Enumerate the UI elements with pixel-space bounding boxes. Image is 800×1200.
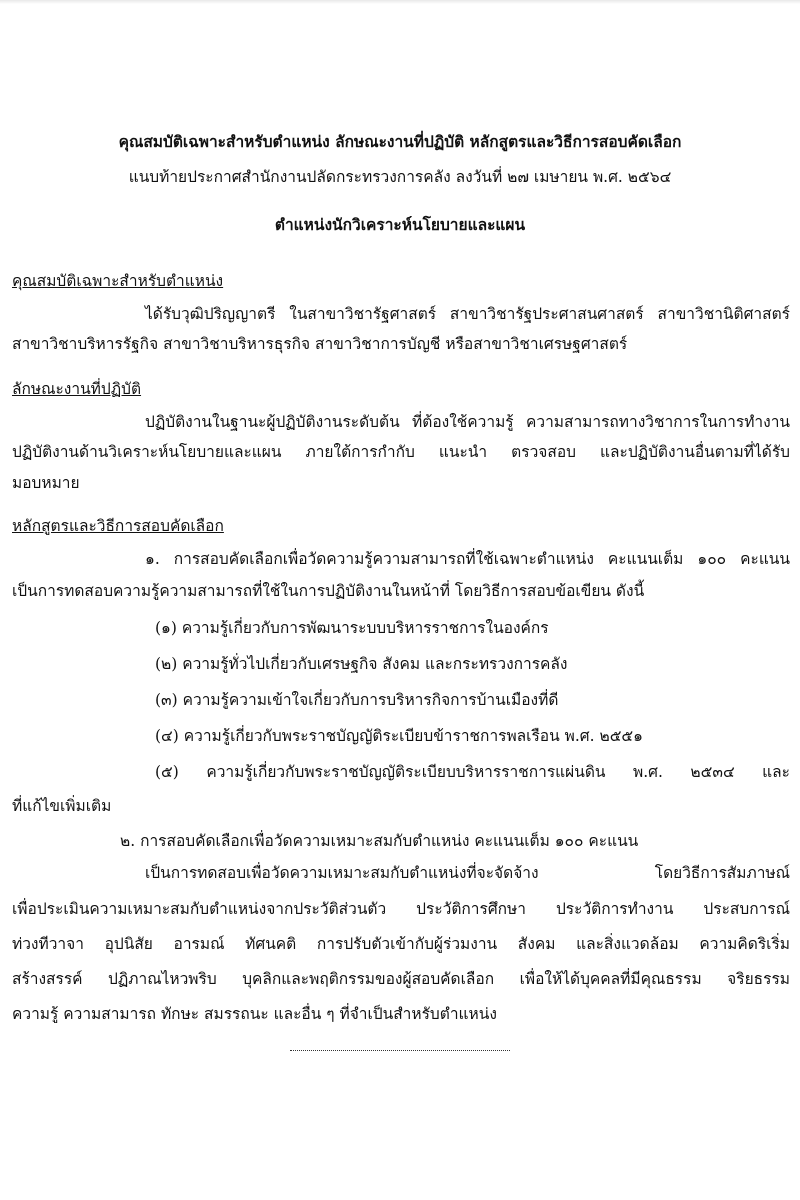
document-title: คุณสมบัติเฉพาะสำหรับตำแหน่ง ลักษณะงานที่ปฏิบัติ หลักสูตรและวิธีการสอบคัดเลือก [118, 132, 682, 151]
exam-heading: หลักสูตรและวิธีการสอบคัดเลือก [12, 517, 224, 535]
duties-heading: ลักษณะงานที่ปฏิบัติ [12, 380, 142, 398]
exam-part2-line-1: เป็นการทดสอบเพื่อวัดความเหมาะสมกับตำแหน่งที่จะจัดจ้าง โดยวิธีการสัมภาษณ์ [145, 864, 790, 882]
exam-topic-1: (๑) ความรู้เกี่ยวกับการพัฒนาระบบบริหารราชการในองค์กร [155, 619, 549, 637]
exam-part2-line-5: ความรู้ ความสามารถ ทักษะ สมรรถนะ และอื่น ๆ ที่จำเป็นสำหรับตำแหน่ง [12, 1005, 497, 1023]
closing-dotted-line [290, 1050, 510, 1051]
exam-part1-line-1: ๑. การสอบคัดเลือกเพื่อวัดความรู้ความสามารถที่ใช้เฉพาะตำแหน่ง คะแนนเต็ม ๑๐๐ คะแนน [145, 550, 790, 568]
exam-topic-5-continued: ที่แก้ไขเพิ่มเติม [12, 797, 112, 815]
position-title: ตำแหน่งนักวิเคราะห์นโยบายและแผน [274, 215, 526, 234]
exam-topic-2: (๒) ความรู้ทั่วไปเกี่ยวกับเศรษฐกิจ สังคม และกระทรวงการคลัง [155, 655, 568, 673]
exam-part2-line-3: ท่วงทีวาจา อุปนิสัย อารมณ์ ทัศนคติ การปรับตัวเข้ากับผู้ร่วมงาน สังคม และสิ่งแวดล้อม ความคิดริเริ่ม [12, 935, 790, 953]
exam-part1-line-2: เป็นการทดสอบความรู้ความสามารถที่ใช้ในการปฏิบัติงานในหน้าที่ โดยวิธีการสอบข้อเขียน ดังนี้ [12, 582, 645, 600]
exam-part2-line-2: เพื่อประเมินความเหมาะสมกับตำแหน่งจากประวัติส่วนตัว ประวัติการศึกษา ประวัติการทำงาน ประสบการณ์ [12, 900, 790, 918]
qualifications-line-2: สาขาวิชาบริหารรัฐกิจ สาขาวิชาบริหารธุรกิจ สาขาวิชาการบัญชี หรือสาขาวิชาเศรษฐศาสตร์ [12, 335, 628, 353]
exam-topic-4: (๔) ความรู้เกี่ยวกับพระราชบัญญัติระเบียบข้าราชการพลเรือน พ.ศ. ๒๕๕๑ [155, 727, 643, 745]
exam-topic-3: (๓) ความรู้ความเข้าใจเกี่ยวกับการบริหารกิจการบ้านเมืองที่ดี [155, 691, 559, 709]
scan-edge [0, 0, 800, 4]
exam-part2-line-4: สร้างสรรค์ ปฏิภาณไหวพริบ บุคลิกและพฤติกรรมของผู้สอบคัดเลือก เพื่อให้ได้บุคคลที่มีคุณธรรม จริยธรรม [12, 970, 790, 988]
qualifications-line-1: ได้รับวุฒิปริญญาตรี ในสาขาวิชารัฐศาสตร์ สาขาวิชารัฐประศาสนศาสตร์ สาขาวิชานิติศาสตร์ [145, 305, 790, 323]
duties-line-3: มอบหมาย [12, 474, 80, 492]
duties-line-2: ปฏิบัติงานด้านวิเคราะห์นโยบายและแผน ภายใต้การกำกับ แนะนำ ตรวจสอบ และปฏิบัติงานอื่นตามที่ได้รับ [12, 443, 790, 461]
qualifications-heading: คุณสมบัติเฉพาะสำหรับตำแหน่ง [12, 272, 224, 290]
document-subtitle: แนบท้ายประกาศสำนักงานปลัดกระทรวงการคลัง ลงวันที่ ๒๗ เมษายน พ.ศ. ๒๕๖๔ [128, 168, 672, 186]
duties-line-1: ปฏิบัติงานในฐานะผู้ปฏิบัติงานระดับต้น ที่ต้องใช้ความรู้ ความสามารถทางวิชาการในการทำงาน [145, 413, 790, 431]
exam-part2-heading: ๒. การสอบคัดเลือกเพื่อวัดความเหมาะสมกับตำแหน่ง คะแนนเต็ม ๑๐๐ คะแนน [120, 832, 639, 850]
exam-topic-5: (๕) ความรู้เกี่ยวกับพระราชบัญญัติระเบียบบริหารราชการแผ่นดิน พ.ศ. ๒๕๓๔ และ [155, 763, 790, 781]
